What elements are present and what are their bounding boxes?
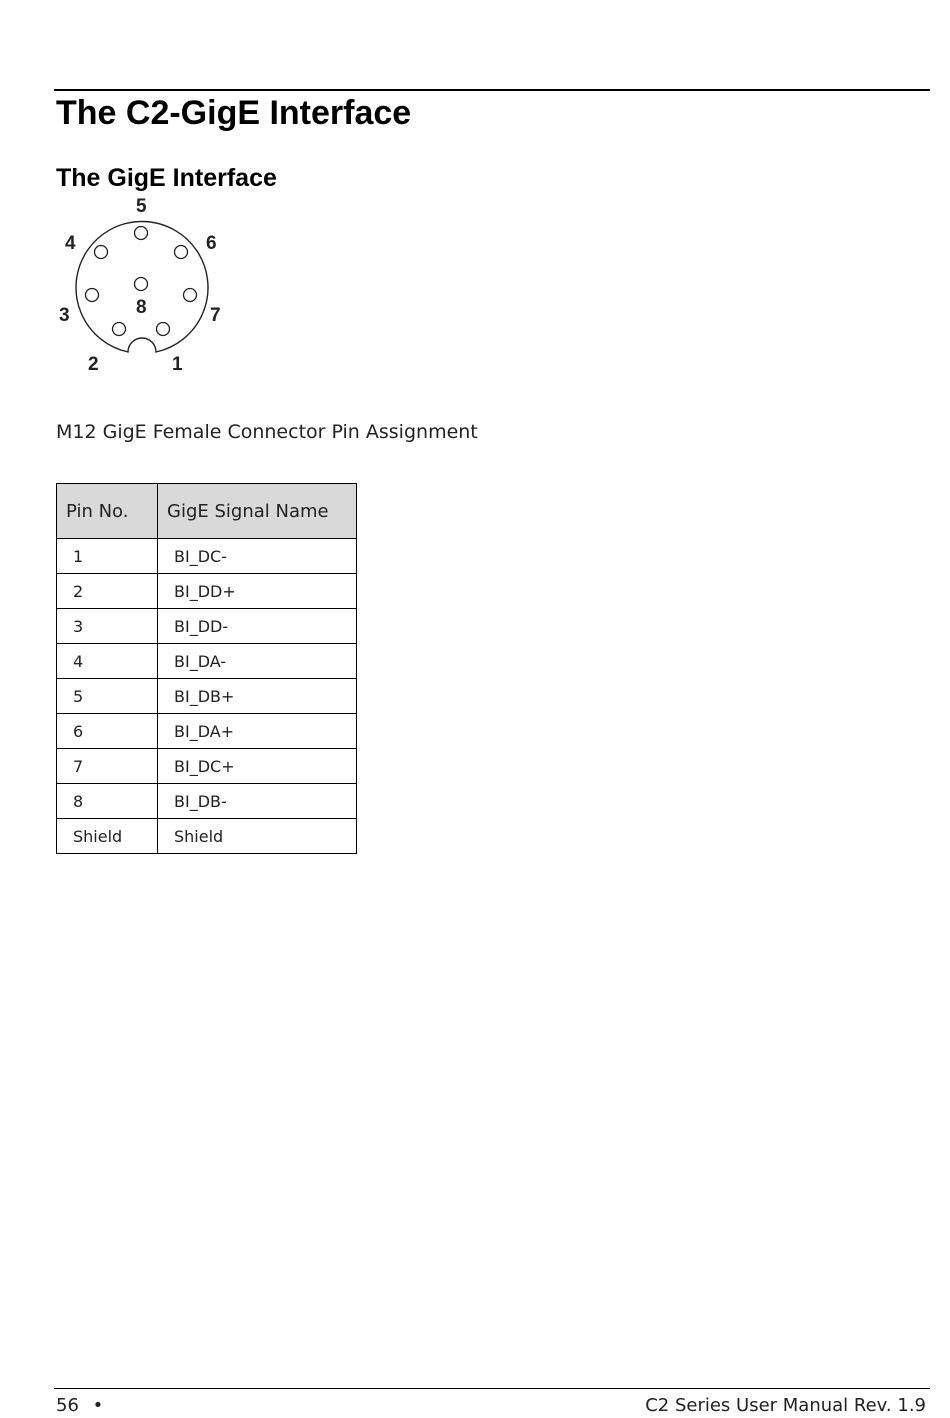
pin-hole-5 bbox=[135, 227, 148, 240]
connector-svg bbox=[52, 192, 232, 378]
column-header-pin: Pin No. bbox=[57, 484, 158, 539]
signal-cell: Shield bbox=[158, 819, 357, 854]
table-row bbox=[57, 679, 357, 714]
pin-cell: 7 bbox=[57, 749, 158, 784]
pin-label-6: 6 bbox=[206, 233, 217, 254]
pin-cell: 2 bbox=[57, 574, 158, 609]
signal-cell: BI_DB+ bbox=[158, 679, 357, 714]
table-row bbox=[57, 609, 357, 644]
footer-page-info bbox=[56, 1394, 103, 1418]
section-heading: The GigE Interface bbox=[56, 164, 277, 192]
m12-connector-diagram bbox=[52, 192, 232, 378]
pin-hole-7 bbox=[184, 289, 197, 302]
table-row bbox=[57, 819, 357, 854]
header-rule bbox=[54, 89, 930, 91]
pin-cell: 8 bbox=[57, 784, 158, 819]
table-header-row bbox=[57, 484, 357, 539]
table-row bbox=[57, 714, 357, 749]
pin-hole-8 bbox=[135, 278, 148, 291]
signal-cell: BI_DB- bbox=[158, 784, 357, 819]
pin-hole-6 bbox=[175, 246, 188, 259]
pin-assignment-table bbox=[56, 483, 357, 854]
pin-cell: 5 bbox=[57, 679, 158, 714]
table-row bbox=[57, 784, 357, 819]
page-number: 56 bbox=[56, 1395, 79, 1416]
page-title: The C2-GigE Interface bbox=[56, 94, 412, 132]
pin-label-5: 5 bbox=[136, 196, 147, 217]
table-row bbox=[57, 539, 357, 574]
table-row bbox=[57, 749, 357, 784]
pin-cell: 6 bbox=[57, 714, 158, 749]
signal-cell: BI_DD- bbox=[158, 609, 357, 644]
footer-bullet: • bbox=[92, 1395, 104, 1416]
pin-label-8: 8 bbox=[136, 297, 147, 318]
pin-label-1: 1 bbox=[172, 354, 183, 375]
pin-hole-1 bbox=[157, 323, 170, 336]
pin-hole-2 bbox=[113, 323, 126, 336]
footer-manual-title: C2 Series User Manual Rev. 1.9 bbox=[645, 1395, 926, 1416]
pin-label-4: 4 bbox=[65, 233, 76, 254]
pin-cell: Shield bbox=[57, 819, 158, 854]
column-header-signal: GigE Signal Name bbox=[158, 484, 357, 539]
pin-label-3: 3 bbox=[59, 305, 70, 326]
pin-hole-3 bbox=[86, 289, 99, 302]
pin-cell: 3 bbox=[57, 609, 158, 644]
pin-cell: 1 bbox=[57, 539, 158, 574]
footer-rule bbox=[54, 1388, 930, 1389]
pin-label-7: 7 bbox=[210, 305, 221, 326]
signal-cell: BI_DA+ bbox=[158, 714, 357, 749]
signal-cell: BI_DD+ bbox=[158, 574, 357, 609]
diagram-caption: M12 GigE Female Connector Pin Assignment bbox=[56, 421, 478, 443]
signal-cell: BI_DC+ bbox=[158, 749, 357, 784]
table-row bbox=[57, 574, 357, 609]
signal-cell: BI_DC- bbox=[158, 539, 357, 574]
signal-cell: BI_DA- bbox=[158, 644, 357, 679]
pin-hole-4 bbox=[95, 246, 108, 259]
table-row bbox=[57, 644, 357, 679]
pin-cell: 4 bbox=[57, 644, 158, 679]
pin-label-2: 2 bbox=[88, 354, 99, 375]
